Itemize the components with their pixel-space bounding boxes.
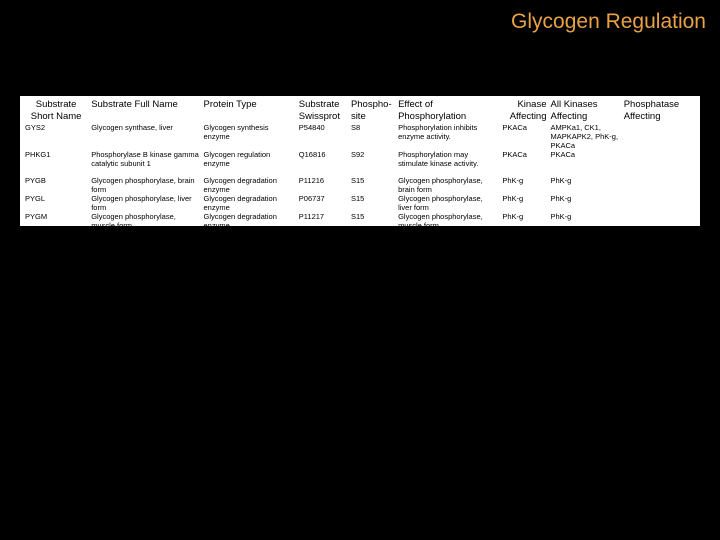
table-row [23,194,698,212]
table-cell: PhK-g [502,194,524,203]
header-row [23,99,698,123]
column-header-all-kinases: All Kinases Affecting [550,99,598,122]
table-cell: Glycogen degradation enzyme [203,212,277,230]
table-cell: PhK-g [502,176,524,185]
table-cell [622,194,698,212]
table-cell: PYGL [25,194,46,203]
table-cell: Glycogen phosphorylase, muscle form [398,212,483,230]
slide-title: Glycogen Regulation [511,10,706,33]
table-cell: Glycogen phosphorylase, liver form [91,194,192,212]
table-cell: S92 [350,150,365,159]
table-row [23,176,698,194]
table-cell: P11217 [298,212,325,221]
table-cell: S8 [350,123,361,132]
table-cell: Glycogen degradation enzyme [203,176,277,194]
table-cell: Glycogen synthesis enzyme [203,123,269,141]
regulation-table-container [20,96,700,230]
table-cell: Glycogen degradation enzyme [203,194,277,212]
table-cell: PhK-g [550,194,572,203]
table-cell: PKACa [502,150,527,159]
table-cell: Glycogen phosphorylase, muscle form [91,212,176,230]
table-cell: GYS2 [25,123,46,132]
table-cell: Glycogen regulation enzyme [203,150,271,168]
table-cell: AMPKa1, CK1, MAPKAPK2, PhK-g, PKACa [550,123,619,150]
table-cell: P06737 [298,194,325,203]
table-cell: PHKG1 [25,150,51,159]
table-row [23,212,698,230]
column-header-substrate-short-name: Substrate Short Name [30,99,82,122]
column-header-swissprot: Substrate Swissprot [298,99,340,122]
table-cell [622,123,698,150]
regulation-table [23,99,698,230]
column-header-phospho-site: Phospho-site [350,99,392,122]
table-cell: Glycogen phosphorylase, brain form [91,176,195,194]
table-cell [622,212,698,230]
table-cell: PYGM [25,212,48,221]
table-cell: Glycogen phosphorylase, liver form [398,194,483,212]
table-cell: Phosphorylation may stimulate kinase activity. [398,150,479,168]
table-cell: Glycogen phosphorylase, brain form [398,176,483,194]
table-cell: Glycogen synthase, liver [91,123,173,132]
table-cell: P54840 [298,123,325,132]
table-cell [622,150,698,176]
table-cell: PhK-g [502,212,524,221]
table-row [23,123,698,150]
table-cell: P11216 [298,176,325,185]
table-cell: PKACa [550,150,576,159]
table-cell: S15 [350,212,365,221]
column-header-phosphatase: Phosphatase Affecting [623,99,680,122]
column-header-substrate-full-name: Substrate Full Name [91,99,178,110]
table-cell [622,176,698,194]
table-cell: PKACa [502,123,527,132]
table-cell: PYGB [25,176,46,185]
column-header-effect: Effect of Phosphorylation [398,99,467,122]
table-cell: Phosphorylation inhibits enzyme activity. [398,123,478,141]
table-cell: S15 [350,176,365,185]
column-header-kinase: Kinase Affecting [509,99,547,122]
table-cell: PhK-g [550,176,572,185]
table-row [23,150,698,176]
table-cell: Q16816 [298,150,326,159]
table-cell: S15 [350,194,365,203]
table-cell: PhK-g [550,212,572,221]
column-header-protein-type: Protein Type [203,99,257,110]
table-cell: Phosphorylase B kinase gamma catalytic subunit 1 [91,150,199,168]
